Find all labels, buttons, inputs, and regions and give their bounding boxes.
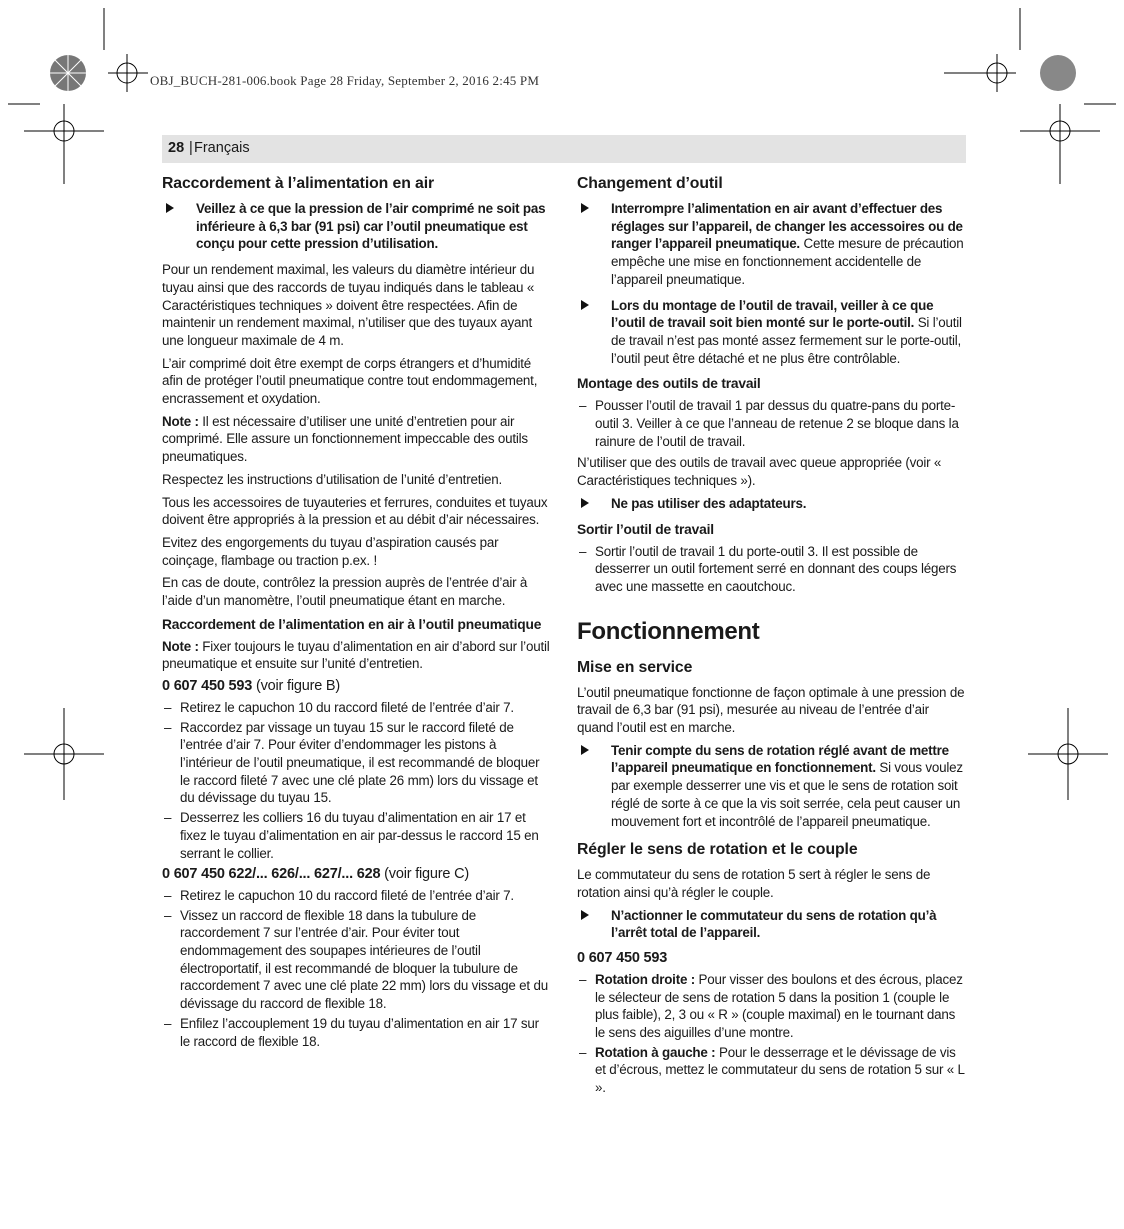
print-header: OBJ_BUCH-281-006.book Page 28 Friday, September 2, 2016 2:45 PM	[150, 73, 540, 88]
subsection-heading: Sortir l’outil de travail	[577, 521, 714, 537]
note-text: Fixer toujours le tuyau d’alimentation en air d’abord sur l’outil pneumatique et ensuite sur l’unité d’entretien.	[162, 638, 550, 672]
paragraph: En cas de doute, contrôlez la pression auprès de l’entrée d’air à l’aide d’un manomètre, l’outil pneumatique étant en marche.	[162, 575, 528, 609]
warning-text: N’actionner le commutateur du sens de rotation qu’à l’arrêt total de l’appareil.	[611, 907, 937, 941]
model-number-text: 0 607 450 593	[577, 950, 668, 967]
figure-ref: (voir figure C)	[380, 866, 469, 883]
right-column	[577, 174, 965, 1099]
note-text: Il est nécessaire d’utiliser une unité d’entretien pour air comprimé. Elle assure un fonctionnement impeccable des outils pneumatiques.	[162, 413, 528, 465]
note-label: Note :	[162, 638, 199, 654]
paragraph: Tous les accessoires de tuyauteries et ferrures, conduites et tuyaux doivent être appropriés à la pression et au débit d’air nécessaires.	[162, 494, 548, 528]
arrow-icon	[581, 745, 589, 755]
subsection-heading: Montage des outils de travail	[577, 376, 761, 392]
model-number: 0 607 450 593	[162, 678, 253, 695]
warning-item	[577, 200, 965, 289]
note-label: Note :	[162, 413, 199, 429]
warning-text: Lors du montage de l’outil de travail, veiller à ce que l’outil de travail soit bien monté sur le porte-outil.	[611, 297, 934, 331]
warning-text: Interrompre l’alimentation en air avant d’effectuer des réglages sur l’appareil, de changer les accessoires ou de ranger l’appareil pneumatique.	[611, 201, 963, 252]
warning-item	[577, 742, 965, 831]
paragraph: Le commutateur du sens de rotation 5 sert à régler le sens de rotation ainsi qu’à régler le couple.	[577, 867, 931, 900]
figure-ref: (voir figure B)	[252, 678, 340, 695]
arrow-icon	[581, 300, 589, 310]
list-item: – Retirez le capuchon 10 du raccord fileté de l’entrée d’air 7.	[162, 699, 550, 717]
list-item	[577, 971, 965, 1042]
page-separator: |	[189, 140, 193, 156]
arrow-icon	[166, 203, 174, 213]
paragraph: Evitez des engorgements du tuyau d’aspiration causés par coinçage, flambage ou traction p.ex. !	[162, 534, 499, 568]
warning-item	[577, 907, 965, 942]
model-number	[577, 950, 965, 968]
arrow-icon	[581, 910, 589, 920]
section-heading: Mise en service	[577, 658, 693, 676]
crosshair-mark-icon	[0, 0, 200, 200]
item-text: Pour visser des boulons et des écrous, placez le sélecteur de sens de rotation 5 dans la position 1 (couple le plus faible), 2, 3 ou « R » (couple maximal) en le tournant dans le sens des aiguilles d’une montre.	[595, 971, 963, 1040]
paragraph: L’air comprimé doit être exempt de corps étrangers et d’humidité afin de protéger l’outil pneumatique contre tout endommagement, encrassement et oxydation.	[162, 355, 538, 407]
item-label: Rotation droite :	[595, 971, 695, 987]
paragraph: Pour un rendement maximal, les valeurs du diamètre intérieur du tuyau ainsi que des raccords de tuyau indiqués dans le tableau « Caractéristiques techniques » doivent être respectées. Afin de maintenir un rendement maximal, n’utiliser que des tuyaux ayant une longueur maximale de 4 m.	[162, 262, 535, 348]
left-column	[162, 174, 550, 1052]
section-heading: Changement d’outil	[577, 175, 723, 192]
crosshair-mark-icon	[1024, 700, 1114, 810]
section-heading: Raccordement à l’alimentation en air	[162, 175, 435, 192]
list-item: – Enfilez l’accouplement 19 du tuyau d’alimentation en air 17 sur le raccord de flexible 18.	[162, 1015, 550, 1050]
warning-item	[162, 200, 550, 253]
list-item: – Sortir l’outil de travail 1 du porte-outil 3. Il est possible de desserrer un outil fortement serré en donnant des coups légers avec une massette en caoutchouc.	[577, 543, 965, 596]
crosshair-mark-icon	[924, 0, 1124, 200]
model-reference	[162, 678, 550, 696]
list-item	[577, 1044, 965, 1097]
paragraph: N’utiliser que des outils de travail avec queue appropriée (voir « Caractéristiques techniques »).	[577, 455, 942, 489]
paragraph	[162, 413, 550, 466]
page-number: 28	[168, 140, 185, 156]
warning-text: Veillez à ce que la pression de l’air comprimé ne soit pas inférieure à 6,3 bar (91 psi) car l’outil pneumatique est conçu pour cette pression d’utilisation.	[196, 201, 546, 252]
subsection-heading: Raccordement de l’alimentation en air à l’outil pneumatique	[162, 616, 542, 632]
arrow-icon	[581, 498, 589, 508]
warning-text: Ne pas utiliser des adaptateurs.	[611, 495, 807, 511]
item-label: Rotation à gauche :	[595, 1044, 716, 1060]
list-item: – Retirez le capuchon 10 du raccord fileté de l’entrée d’air 7.	[162, 887, 550, 905]
list-item: – Vissez un raccord de flexible 18 dans la tubulure de raccordement 7 sur l’entrée d’air. Pour éviter tout endommagement des soupapes intérieures de l’outil électroportatif, il est recommandé de bloquer la tubulure de raccordement 7 avec une clé plate 22 mm) lors du vissage et du dévissage du raccord de flexible 18.	[162, 907, 550, 1013]
chapter-heading: Fonctionnement	[577, 617, 760, 645]
warning-text: Tenir compte du sens de rotation réglé avant de mettre l’appareil pneumatique en fonctionnement.	[611, 742, 949, 776]
model-reference	[162, 866, 550, 884]
paragraph: Respectez les instructions d’utilisation de l’unité d’entretien.	[162, 471, 503, 487]
warning-detail: Si vous voulez par exemple desserrer une vis et que le sens de rotation soit réglé de sorte à ce que la vis soit serrée, cela peut causer un mouvement fort et incontrôlé de l’appareil pneumatique.	[611, 760, 963, 829]
model-number: 0 607 450 622/... 626/... 627/... 628	[162, 866, 381, 883]
list-item: – Pousser l’outil de travail 1 par dessus du quatre-pans du porte-outil 3. Veiller à ce que l’anneau de retenue 2 se bloque dans la rainure de l’outil de travail.	[577, 397, 965, 450]
paragraph: L’outil pneumatique fonctionne de façon optimale à une pression de travail de 6,3 bar (91 psi), mesurée au niveau de l’entrée d’air quand l’outil est en marche.	[577, 684, 965, 736]
list-item: – Raccordez par vissage un tuyau 15 sur le raccord fileté de l’entrée d’air 7. Pour éviter d’endommager les pistons à l’intérieur de l’outil pneumatique, il est recommandé de bloquer le raccord fileté 7 avec une clé plate 26 mm) lors du vissage et du dévissage du tuyau 15.	[162, 719, 550, 808]
warning-item	[577, 495, 965, 513]
page-header-bar	[162, 135, 966, 163]
list-item: – Desserrez les colliers 16 du tuyau d’alimentation en air 17 et fixez le tuyau d’alimentation en air par-dessus le raccord 15 en serrant le collier.	[162, 809, 550, 862]
paragraph	[162, 638, 550, 673]
warning-detail: Cette mesure de précaution empêche une mise en fonctionnement accidentelle de l’appareil pneumatique.	[611, 236, 964, 287]
page-language: Français	[194, 140, 250, 156]
warning-detail: Si l’outil de travail n’est pas monté assez fermement sur le porte-outil, l’outil peut être détaché et ne plus être contrôlable.	[611, 315, 962, 366]
warning-item	[577, 297, 965, 368]
arrow-icon	[581, 203, 589, 213]
section-heading: Régler le sens de rotation et le couple	[577, 841, 858, 859]
crosshair-mark-icon	[20, 700, 110, 810]
item-text: Pour le desserrage et le dévissage de vis et d’écrous, mettez le commutateur du sens de rotation 5 sur « L ».	[595, 1044, 965, 1096]
